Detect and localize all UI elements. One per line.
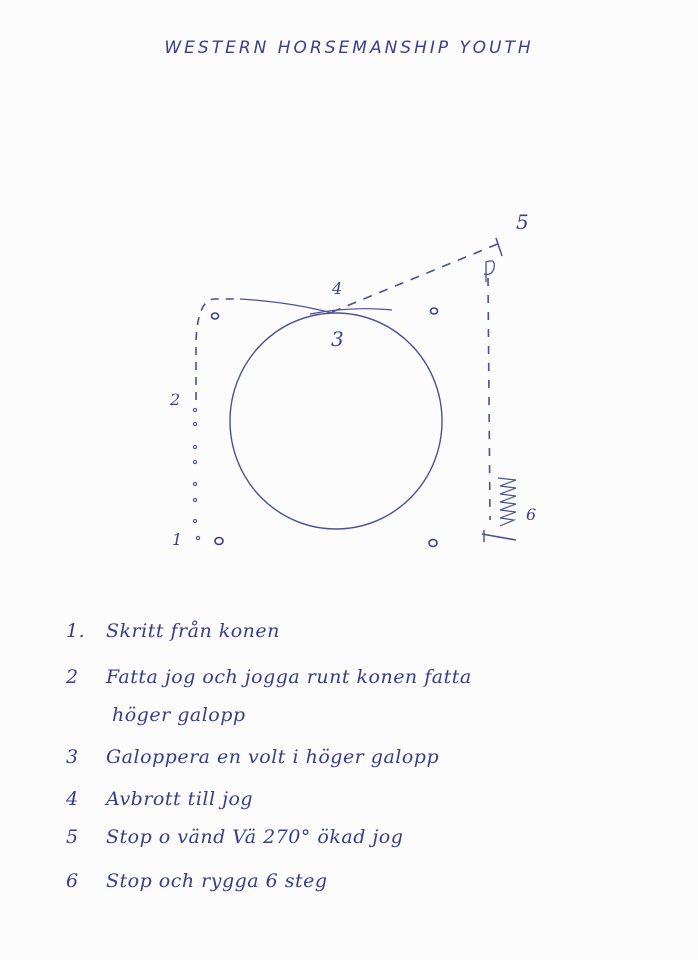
step-text: Avbrott till jog	[106, 788, 254, 810]
marker-5: 5	[516, 210, 529, 234]
marker-2: 2	[170, 390, 181, 409]
walk-dots	[193, 408, 199, 539]
step-5	[66, 826, 403, 848]
step-text: Stop och rygga 6 steg	[106, 870, 328, 892]
marker-1: 1	[172, 530, 183, 549]
step-text: Galoppera en volt i höger galopp	[106, 746, 440, 768]
cones	[212, 308, 438, 547]
jog-path-right	[488, 278, 490, 520]
step-number: 1.	[66, 620, 86, 642]
marker-4: 4	[332, 279, 343, 298]
step-3	[66, 746, 439, 768]
p-mark-label	[476, 254, 487, 273]
cone-top-left	[212, 313, 219, 319]
marker-3: 3	[331, 327, 344, 351]
marker-6: 6	[526, 505, 537, 524]
step-text: Skritt från konen	[106, 620, 280, 642]
step-6	[66, 870, 328, 892]
step-2-continued	[112, 704, 246, 726]
page-title: WESTERN HORSEMANSHIP YOUTH	[164, 38, 534, 58]
step-4	[66, 788, 253, 810]
stop-line	[482, 534, 516, 540]
cone-top-right	[431, 308, 438, 314]
step-1	[66, 620, 280, 642]
step-number: 5	[66, 826, 79, 848]
step-text: höger galopp	[112, 704, 246, 726]
transition-line	[240, 299, 332, 313]
step-number: 2	[66, 666, 79, 688]
cone-bottom-right	[429, 540, 437, 547]
marker-5-tick	[496, 238, 502, 256]
jog-path-diagonal	[332, 243, 500, 312]
step-text: Stop o vänd Vä 270° ökad jog	[106, 826, 404, 848]
step-number: 6	[66, 870, 79, 892]
cone-bottom-left	[215, 538, 223, 545]
step-2	[66, 666, 472, 688]
step-text: Fatta jog och jogga runt konen fatta	[106, 666, 472, 688]
backup-zigzag	[498, 478, 516, 526]
step-number: 3	[66, 746, 79, 768]
step-number: 4	[66, 788, 79, 810]
